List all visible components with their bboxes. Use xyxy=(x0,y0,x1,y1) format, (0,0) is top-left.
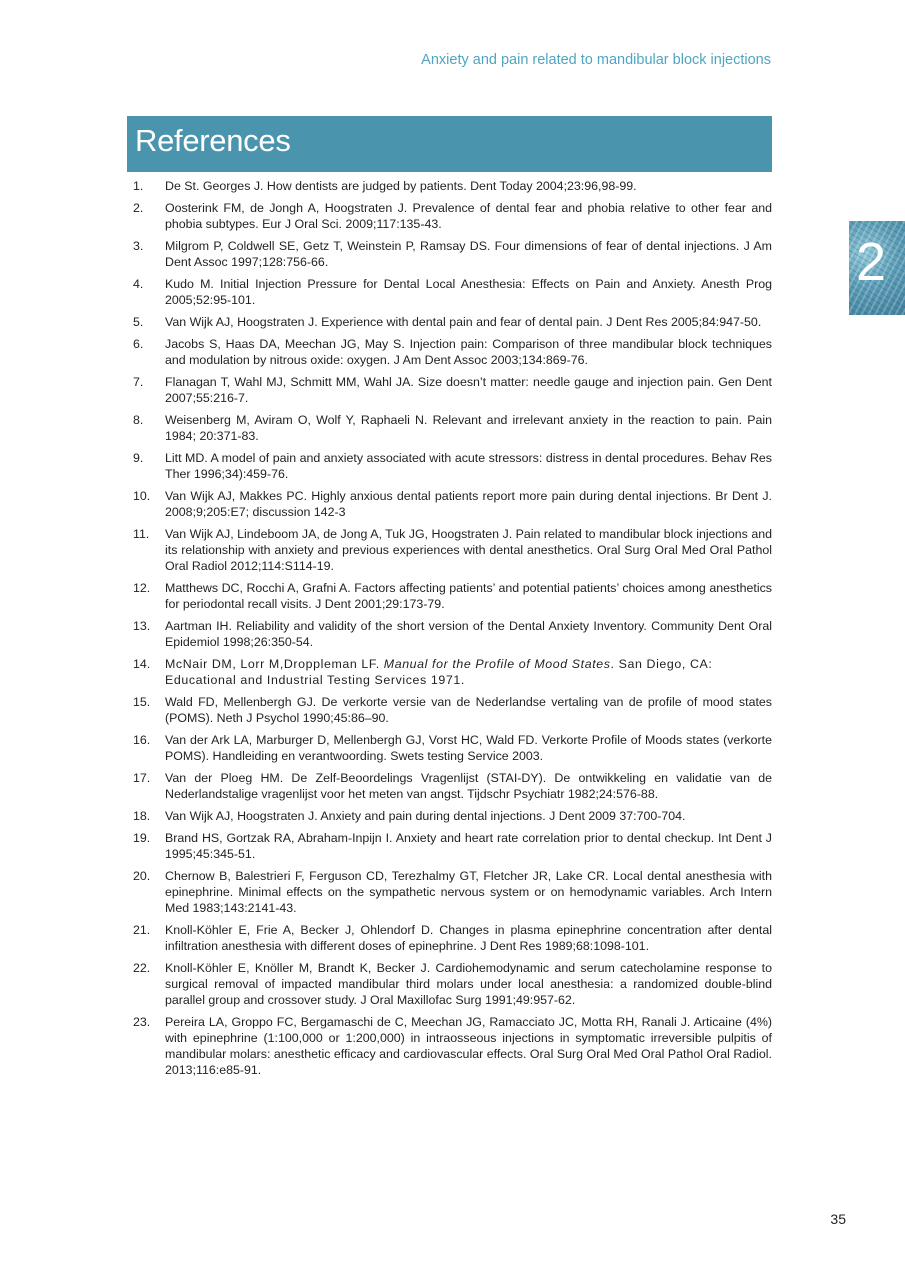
reference-text: Litt MD. A model of pain and anxiety associated with acute stressors: distress in dental procedures. Behav Res Ther 1996;34):459-76. xyxy=(165,451,772,481)
reference-number: 20. xyxy=(133,869,151,883)
reference-item xyxy=(133,868,772,916)
reference-text: Matthews DC, Rocchi A, Grafni A. Factors affecting patients’ and potential patients’ choices among anesthetics for periodontal recall visits. J Dent 2001;29:173-79. xyxy=(165,581,772,611)
reference-text: Aartman IH. Reliability and validity of the short version of the Dental Anxiety Inventory. Community Dent Oral Epidemiol 1998;26:350-54. xyxy=(165,619,772,649)
reference-text: De St. Georges J. How dentists are judged by patients. Dent Today 2004;23:96,98-99. xyxy=(165,179,637,193)
reference-item xyxy=(133,526,772,574)
reference-number: 12. xyxy=(133,581,151,595)
running-head: Anxiety and pain related to mandibular block injections xyxy=(421,52,771,68)
reference-number: 19. xyxy=(133,831,151,845)
reference-number: 6. xyxy=(133,337,144,351)
reference-number: 17. xyxy=(133,771,151,785)
reference-text: Pereira LA, Groppo FC, Bergamaschi de C, Meechan JG, Ramacciato JC, Motta RH, Ranali J. Articaine (4%) with epinephrine (1:100,000 or 1:200,000) in intraosseous injections in symptomatic irreversible pulpitis of mandibular molars: anesthetic efficacy and cardiovascular effects. Oral Surg Oral Med Oral Pathol Oral Radiol. 2013;116:e85-91. xyxy=(165,1015,772,1077)
reference-item xyxy=(133,770,772,802)
reference-item xyxy=(133,412,772,444)
reference-authors: McNair DM, Lorr M,Droppleman LF. xyxy=(165,657,384,671)
reference-number: 10. xyxy=(133,489,151,503)
page-number: 35 xyxy=(830,1211,846,1227)
reference-number: 9. xyxy=(133,451,144,465)
chapter-number: 2 xyxy=(856,232,887,292)
reference-number: 21. xyxy=(133,923,151,937)
reference-item xyxy=(133,656,772,688)
reference-text: Milgrom P, Coldwell SE, Getz T, Weinstein P, Ramsay DS. Four dimensions of fear of dental injections. J Am Dent Assoc 1997;128:756-66. xyxy=(165,239,772,269)
reference-item xyxy=(133,336,772,368)
reference-item xyxy=(133,960,772,1008)
reference-item xyxy=(133,488,772,520)
reference-text: Weisenberg M, Aviram O, Wolf Y, Raphaeli N. Relevant and irrelevant anxiety in the reaction to pain. Pain 1984; 20:371-83. xyxy=(165,413,772,443)
reference-item xyxy=(133,580,772,612)
reference-item xyxy=(133,618,772,650)
reference-number: 11. xyxy=(133,527,150,541)
reference-item xyxy=(133,314,772,330)
reference-item xyxy=(133,450,772,482)
chapter-tab xyxy=(849,221,905,315)
reference-number: 1. xyxy=(133,179,144,193)
reference-text: Van der Ploeg HM. De Zelf-Beoordelings Vragenlijst (STAI-DY). De ontwikkeling en validatie van de Nederlandstalige vragenlijst voor het meten van angst. Tijdschr Psychiatr 1982;24:576-88. xyxy=(165,771,772,801)
reference-text: Van Wijk AJ, Lindeboom JA, de Jong A, Tuk JG, Hoogstraten J. Pain related to mandibular block injections and its relationship with anxiety and previous experiences with dental anesthetics. Oral Surg Oral Med Oral Pathol Oral Radiol 2012;114:S114-19. xyxy=(165,527,772,573)
reference-item xyxy=(133,374,772,406)
reference-text: Kudo M. Initial Injection Pressure for Dental Local Anesthesia: Effects on Pain and Anxiety. Anesth Prog 2005;52:95-101. xyxy=(165,277,772,307)
reference-text: Brand HS, Gortzak RA, Abraham-Inpijn I. Anxiety and heart rate correlation prior to dental checkup. Int Dent J 1995;45:345-51. xyxy=(165,831,772,861)
reference-item xyxy=(133,238,772,270)
reference-text: Knoll-Köhler E, Frie A, Becker J, Ohlendorf D. Changes in plasma epinephrine concentration after dental infiltration anesthesia with different doses of epinephrine. J Dent Res 1989;68:1098-101. xyxy=(165,923,772,953)
reference-item xyxy=(133,732,772,764)
reference-number: 8. xyxy=(133,413,144,427)
reference-text: Oosterink FM, de Jongh A, Hoogstraten J. Prevalence of dental fear and phobia relative to other fear and phobia subtypes. Eur J Oral Sci. 2009;117:135-43. xyxy=(165,201,772,231)
reference-text: Van der Ark LA, Marburger D, Mellenbergh GJ, Vorst HC, Wald FD. Verkorte Profile of Moods states (verkorte POMS). Handleiding en verantwoording. Swets testing Service 2003. xyxy=(165,733,772,763)
reference-number: 3. xyxy=(133,239,144,253)
reference-number: 14. xyxy=(133,657,151,671)
reference-publisher: . San Diego, CA: Educational and Industrial Testing Services 1971. xyxy=(165,657,713,687)
reference-item xyxy=(133,276,772,308)
reference-text: Flanagan T, Wahl MJ, Schmitt MM, Wahl JA. Size doesn’t matter: needle gauge and injection pain. Gen Dent 2007;55:216-7. xyxy=(165,375,772,405)
reference-item xyxy=(133,694,772,726)
reference-number: 15. xyxy=(133,695,151,709)
reference-item xyxy=(133,830,772,862)
reference-number: 16. xyxy=(133,733,151,747)
reference-text: Van Wijk AJ, Makkes PC. Highly anxious dental patients report more pain during dental injections. Br Dent J. 2008;9;205:E7; discussion 142-3 xyxy=(165,489,772,519)
section-title: References xyxy=(135,123,291,158)
reference-number: 13. xyxy=(133,619,151,633)
reference-number: 18. xyxy=(133,809,151,823)
reference-item xyxy=(133,1014,772,1078)
reference-text: Wald FD, Mellenbergh GJ. De verkorte versie van de Nederlandse vertaling van de profile of mood states (POMS). Neth J Psychol 1990;45:86–90. xyxy=(165,695,772,725)
reference-number: 7. xyxy=(133,375,144,389)
reference-item xyxy=(133,922,772,954)
reference-item xyxy=(133,808,772,824)
reference-list xyxy=(133,178,772,1084)
reference-item xyxy=(133,200,772,232)
reference-number: 23. xyxy=(133,1015,151,1029)
reference-text: Van Wijk AJ, Hoogstraten J. Anxiety and pain during dental injections. J Dent 2009 37:700-704. xyxy=(165,809,686,823)
reference-number: 5. xyxy=(133,315,144,329)
reference-number: 22. xyxy=(133,961,151,975)
reference-text: Jacobs S, Haas DA, Meechan JG, May S. Injection pain: Comparison of three mandibular block techniques and modulation by nitrous oxide: oxygen. J Am Dent Assoc 2003;134:869-76. xyxy=(165,337,772,367)
section-header xyxy=(127,116,772,172)
reference-number: 2. xyxy=(133,201,144,215)
reference-text: Van Wijk AJ, Hoogstraten J. Experience with dental pain and fear of dental pain. J Dent Res 2005;84:947-50. xyxy=(165,315,762,329)
reference-item xyxy=(133,178,772,194)
reference-number: 4. xyxy=(133,277,144,291)
reference-text: Chernow B, Balestrieri F, Ferguson CD, Terezhalmy GT, Fletcher JR, Lake CR. Local dental anesthesia with epinephrine. Minimal effects on the sympathetic nervous system or on hemodynamic variables. Arch Intern Med 1983;143:2141-43. xyxy=(165,869,772,915)
reference-book-title: Manual for the Profile of Mood States xyxy=(383,657,611,671)
reference-text: Knoll-Köhler E, Knöller M, Brandt K, Becker J. Cardiohemodynamic and serum catecholamine response to surgical removal of impacted mandibular third molars under local anesthesia: a randomized double-blind parallel group and crossover study. J Oral Maxillofac Surg 1991;49:957-62. xyxy=(165,961,772,1007)
